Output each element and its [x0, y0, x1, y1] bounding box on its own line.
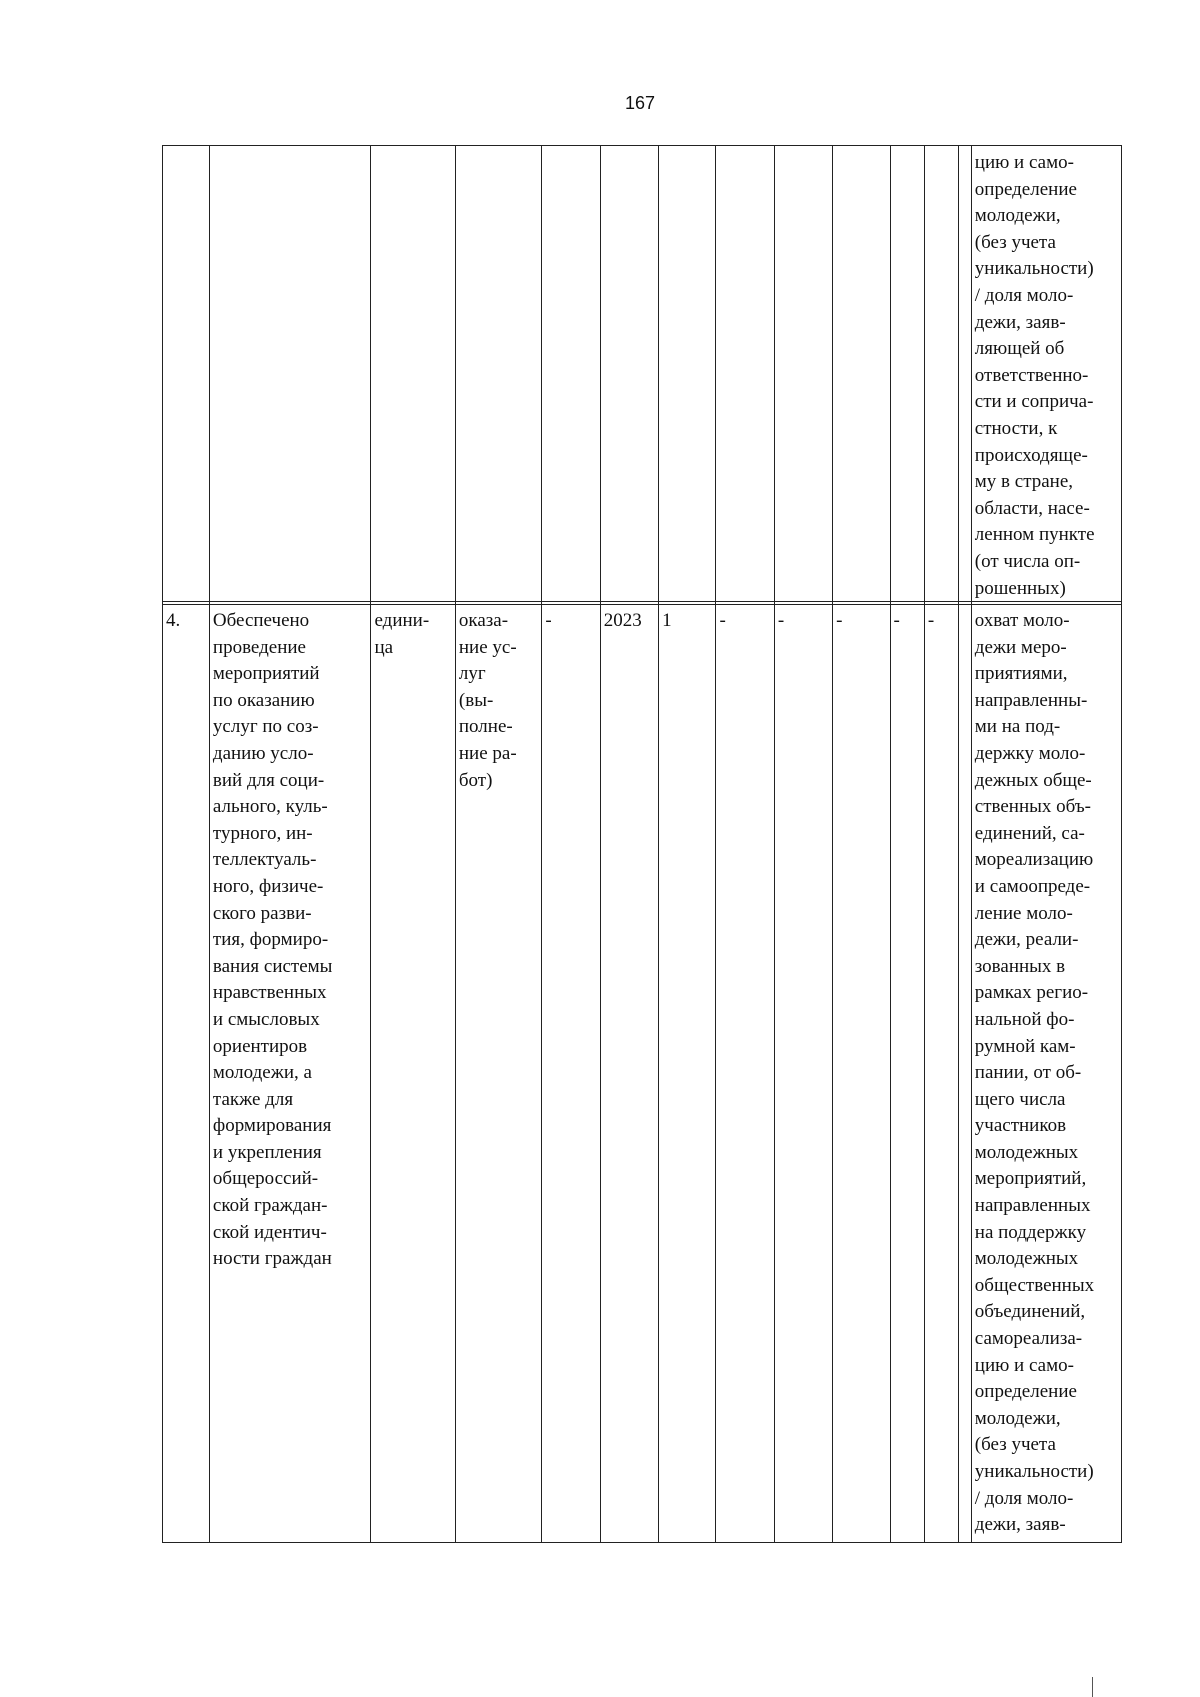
cell-value: 1 — [659, 602, 716, 1543]
cell-c7 — [716, 146, 774, 605]
cell-spacer — [959, 602, 972, 1543]
cell-c7: - — [716, 602, 774, 1543]
cell-c8: - — [774, 602, 832, 1543]
cell-c10: - — [890, 602, 924, 1543]
cell-base — [542, 146, 600, 605]
cell-unit — [371, 146, 455, 605]
cell-type — [455, 146, 542, 605]
cell-c9: - — [833, 602, 890, 1543]
cell-c11: - — [924, 602, 958, 1543]
cell-base: - — [542, 602, 600, 1543]
margin-mark — [1092, 1677, 1093, 1697]
cell-year: 2023 — [600, 602, 658, 1543]
cell-indicator: цию и само- определение молодежи, (без учета уникальности) / доля моло- дежи, заяв- ляющей об ответственно- сти и соприча- стности, к происходяще- му в стране, области, насе- ленном пункте (от числа оп- рошенных) — [971, 146, 1121, 605]
table-row — [163, 146, 1122, 605]
cell-result — [209, 146, 371, 605]
cell-number: 4. — [163, 602, 210, 1543]
cell-result: Обеспечено проведение мероприятий по оказанию услуг по соз- данию усло- вий для соци- ального, куль- турного, ин- теллектуаль- ного, физиче- ского разви- тия, формиро- вания системы нравственных и смысловых ориентиров молодежи, а также для формирования и укрепления общероссий- ской граждан- ской идентич- ности граждан — [209, 602, 371, 1543]
cell-c8 — [774, 146, 832, 605]
cell-c11 — [924, 146, 958, 605]
cell-value — [659, 146, 716, 605]
cell-number — [163, 146, 210, 605]
cell-indicator: охват моло- дежи меро- приятиями, направленны- ми на под- держку моло- дежных обще- ственных объ- единений, са- мореализацию и самоопреде- ление моло- дежи, реали- зованных в рамках регио- нальной фо- румной кам- пании, от об- щего числа участников молодежных мероприятий, направленных на поддержку молодежных общественных объединений, самореализа- цию и само- определение молодежи, (без учета уникальности) / доля моло- дежи, заяв- — [971, 602, 1121, 1543]
cell-year — [600, 146, 658, 605]
table-row — [163, 602, 1122, 1543]
cell-c10 — [890, 146, 924, 605]
cell-type: оказа- ние ус- луг (вы- полне- ние ра- бот) — [455, 602, 542, 1543]
cell-unit: едини- ца — [371, 602, 455, 1543]
table-row-4 — [162, 601, 1122, 1543]
cell-spacer — [959, 146, 972, 605]
page-number: 167 — [624, 93, 656, 113]
cell-c9 — [833, 146, 890, 605]
table-fragment-continued — [162, 145, 1122, 605]
